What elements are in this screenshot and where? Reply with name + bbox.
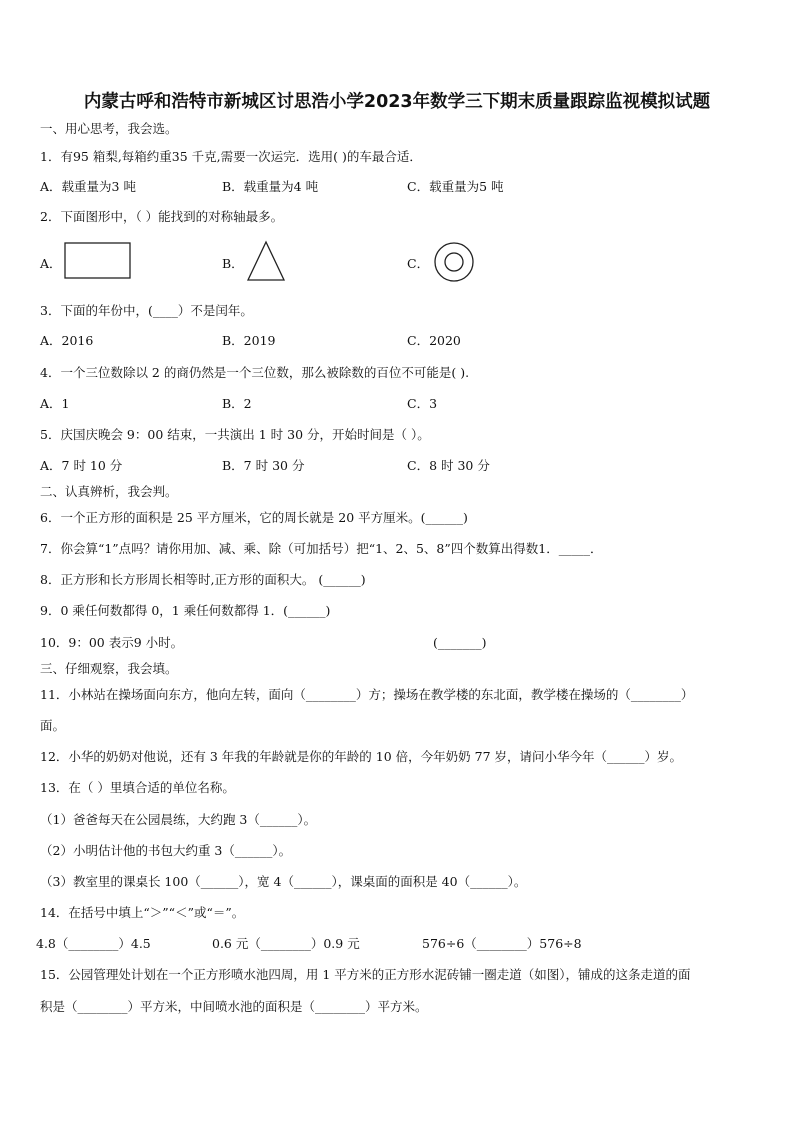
question-13-part-2: （2）小明估计他的书包大约重 3（______）。 [40,843,292,858]
rectangle-figure [64,242,132,280]
q3-option-b: B．2019 [222,333,276,348]
question-12: 12．小华的奶奶对他说，还有 3 年我的年龄就是你的年龄的 10 倍，今年奶奶 77 岁，请问小华今年（______）岁。 [40,749,683,764]
q1-option-b: B．载重量为4 吨 [222,179,319,194]
question-7: 7．你会算“1”点吗？请你用加、减、乘、除（可加括号）把“1、2、5、8”四个数算出得数1．_____． [40,541,603,556]
question-10-blank: (_______) [433,635,487,650]
question-13: 13．在（ ）里填合适的单位名称。 [40,780,235,795]
question-9: 9．0 乘任何数都得 0，1 乘任何数都得 1．(______) [40,603,331,618]
question-11-continued: 面。 [40,718,66,733]
section-1-heading: 一、用心思考，我会选。 [40,121,178,136]
question-11: 11．小林站在操场面向东方，他向左转，面向（________）方；操场在教学楼的东北面，教学楼在操场的（________） [40,687,694,702]
q2-option-a: A． [40,256,62,271]
concentric-circles-figure [433,241,475,283]
question-8: 8．正方形和长方形周长相等时,正方形的面积大。 (______) [40,572,366,587]
q5-option-b: B．7 时 30 分 [222,458,305,473]
q5-option-c: C．8 时 30 分 [407,458,490,473]
question-6: 6．一个正方形的面积是 25 平方厘米，它的周长就是 20 平方厘米。(______) [40,510,468,525]
q1-option-c: C．载重量为5 吨 [407,179,504,194]
question-14-item-c: 576÷6（________）576÷8 [422,936,582,951]
q3-option-c: C．2020 [407,333,461,348]
question-15-continued: 积是（________）平方米，中间喷水池的面积是（________）平方米。 [40,999,428,1014]
q4-option-a: A．1 [40,396,70,411]
question-15: 15．公园管理处计划在一个正方形喷水池四周，用 1 平方米的正方形水泥砖铺一圈走道（如图），铺成的这条走道的面 [40,967,691,982]
page-title: 内蒙古呼和浩特市新城区讨思浩小学2023年数学三下期末质量跟踪监视模拟试题 [83,92,711,112]
section-3-heading: 三、仔细观察，我会填。 [40,661,178,676]
question-2: 2．下面图形中，（ ）能找到的对称轴最多。 [40,209,284,224]
question-14-item-b: 0.6 元（________）0.9 元 [212,936,360,951]
q2-option-b: B． [222,256,244,271]
q5-option-a: A．7 时 10 分 [40,458,123,473]
question-1: 1．有95 箱梨,每箱约重35 千克,需要一次运完．选用( )的车最合适． [40,149,422,164]
q4-option-b: B．2 [222,396,252,411]
question-3: 3．下面的年份中，(____）不是闰年。 [40,303,253,318]
q2-option-c: C． [407,256,430,271]
q4-option-c: C．3 [407,396,438,411]
question-13-part-1: （1）爸爸每天在公园晨练，大约跑 3（______）。 [40,812,317,827]
q1-option-a: A．载重量为3 吨 [40,179,136,194]
triangle-figure [246,240,286,282]
question-13-part-3: （3）教室里的课桌长 100（______），宽 4（______），课桌面的面积是 40（______）。 [40,874,527,889]
question-14: 14．在括号中填上“＞”“＜”或“＝”。 [40,905,245,920]
question-5: 5．庆国庆晚会 9：00 结束，一共演出 1 时 30 分，开始时间是（ ）。 [40,427,430,442]
question-4: 4．一个三位数除以 2 的商仍然是一个三位数，那么被除数的百位不可能是( ). [40,365,470,380]
question-10: 10．9：00 表示9 小时。 [40,635,184,650]
section-2-heading: 二、认真辨析，我会判。 [40,484,178,499]
question-14-item-a: 4.8（________）4.5 [36,936,151,951]
q3-option-a: A．2016 [40,333,94,348]
